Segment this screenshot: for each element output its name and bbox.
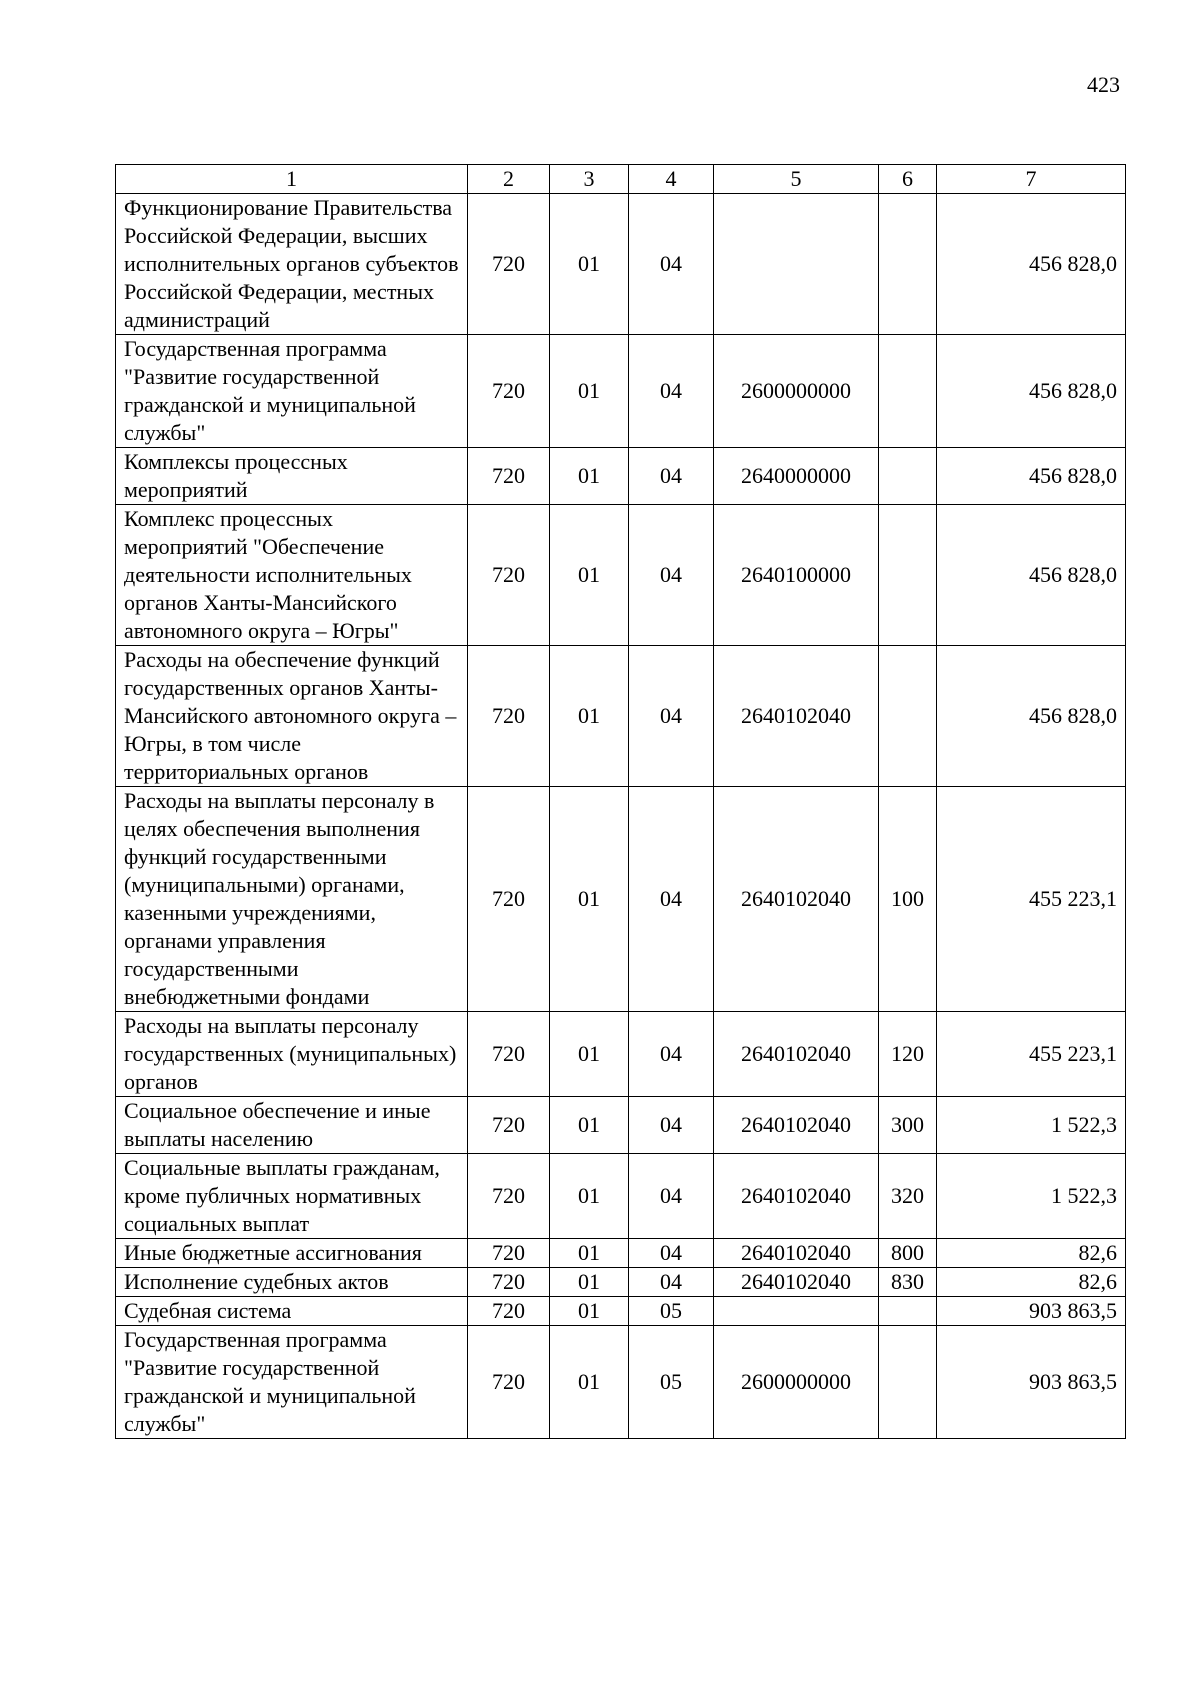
row-gr: 720: [468, 646, 550, 787]
row-csr: 2600000000: [714, 1326, 879, 1439]
row-rz: 01: [550, 194, 629, 335]
row-sum: 456 828,0: [937, 448, 1126, 505]
row-csr: 2640102040: [714, 646, 879, 787]
row-rz: 01: [550, 335, 629, 448]
row-gr: 720: [468, 1297, 550, 1326]
row-rz: 01: [550, 787, 629, 1012]
row-name: Функционирование Правительства Российской Федерации, высших исполнительных органов субъектов Российской Федерации, местных администраций: [116, 194, 468, 335]
col-header-2: 2: [468, 165, 550, 194]
row-csr: 2640102040: [714, 1097, 879, 1154]
table-row: [116, 1154, 1126, 1239]
row-sum: 82,6: [937, 1268, 1126, 1297]
row-name: Расходы на выплаты персоналу в целях обеспечения выполнения функций государственными (муниципальными) органами, казенными учреждениями, органами управления государственными внебюджетными фондами: [116, 787, 468, 1012]
table-row: [116, 646, 1126, 787]
row-sum: 903 863,5: [937, 1297, 1126, 1326]
row-gr: 720: [468, 1326, 550, 1439]
row-pr: 04: [629, 1268, 714, 1297]
row-rz: 01: [550, 1326, 629, 1439]
row-pr: 04: [629, 1154, 714, 1239]
col-header-7: 7: [937, 165, 1126, 194]
row-sum: 456 828,0: [937, 335, 1126, 448]
table-row: [116, 1268, 1126, 1297]
row-gr: 720: [468, 1154, 550, 1239]
row-vr: 100: [879, 787, 937, 1012]
row-name: Государственная программа "Развитие государственной гражданской и муниципальной службы": [116, 335, 468, 448]
row-gr: 720: [468, 505, 550, 646]
row-name: Расходы на выплаты персоналу государственных (муниципальных) органов: [116, 1012, 468, 1097]
row-sum: 456 828,0: [937, 505, 1126, 646]
table-row: [116, 1297, 1126, 1326]
row-name: Комплексы процессных мероприятий: [116, 448, 468, 505]
row-pr: 05: [629, 1297, 714, 1326]
row-vr: [879, 1326, 937, 1439]
col-header-4: 4: [629, 165, 714, 194]
row-csr: 2640100000: [714, 505, 879, 646]
row-pr: 05: [629, 1326, 714, 1439]
col-header-3: 3: [550, 165, 629, 194]
row-vr: [879, 335, 937, 448]
row-csr: 2640102040: [714, 1268, 879, 1297]
row-vr: 320: [879, 1154, 937, 1239]
row-pr: 04: [629, 194, 714, 335]
row-csr: 2640000000: [714, 448, 879, 505]
row-vr: [879, 646, 937, 787]
table-row: [116, 448, 1126, 505]
row-rz: 01: [550, 1268, 629, 1297]
row-gr: 720: [468, 448, 550, 505]
row-vr: [879, 194, 937, 335]
row-pr: 04: [629, 787, 714, 1012]
row-vr: [879, 505, 937, 646]
row-sum: 456 828,0: [937, 646, 1126, 787]
row-sum: 455 223,1: [937, 1012, 1126, 1097]
row-name: Государственная программа "Развитие государственной гражданской и муниципальной службы": [116, 1326, 468, 1439]
row-rz: 01: [550, 1154, 629, 1239]
table-row: [116, 1012, 1126, 1097]
row-sum: 1 522,3: [937, 1097, 1126, 1154]
row-rz: 01: [550, 1012, 629, 1097]
col-header-1: 1: [116, 165, 468, 194]
row-pr: 04: [629, 335, 714, 448]
row-rz: 01: [550, 1097, 629, 1154]
column-number-row: [116, 165, 1126, 194]
col-header-6: 6: [879, 165, 937, 194]
table-row: [116, 335, 1126, 448]
row-vr: 120: [879, 1012, 937, 1097]
table-row: [116, 505, 1126, 646]
row-csr: 2640102040: [714, 1154, 879, 1239]
row-rz: 01: [550, 1239, 629, 1268]
row-sum: 1 522,3: [937, 1154, 1126, 1239]
row-name: Расходы на обеспечение функций государственных органов Ханты-Мансийского автономного округа – Югры, в том числе территориальных органов: [116, 646, 468, 787]
row-csr: 2640102040: [714, 787, 879, 1012]
row-sum: 903 863,5: [937, 1326, 1126, 1439]
row-name: Социальное обеспечение и иные выплаты населению: [116, 1097, 468, 1154]
row-vr: 800: [879, 1239, 937, 1268]
row-name: Исполнение судебных актов: [116, 1268, 468, 1297]
table-row: [116, 1326, 1126, 1439]
row-vr: [879, 448, 937, 505]
table-row: [116, 787, 1126, 1012]
page-number: 423: [1087, 72, 1120, 97]
row-rz: 01: [550, 448, 629, 505]
row-csr: 2640102040: [714, 1012, 879, 1097]
table-row: [116, 194, 1126, 335]
row-name: Судебная система: [116, 1297, 468, 1326]
row-gr: 720: [468, 787, 550, 1012]
row-name: Комплекс процессных мероприятий "Обеспечение деятельности исполнительных органов Ханты-Мансийского автономного округа – Югры": [116, 505, 468, 646]
row-rz: 01: [550, 1297, 629, 1326]
row-gr: 720: [468, 1239, 550, 1268]
row-pr: 04: [629, 646, 714, 787]
row-gr: 720: [468, 1268, 550, 1297]
row-sum: 456 828,0: [937, 194, 1126, 335]
row-vr: 300: [879, 1097, 937, 1154]
row-gr: 720: [468, 335, 550, 448]
row-name: Социальные выплаты гражданам, кроме публичных нормативных социальных выплат: [116, 1154, 468, 1239]
budget-table: [115, 164, 1126, 1439]
col-header-5: 5: [714, 165, 879, 194]
row-pr: 04: [629, 1097, 714, 1154]
row-pr: 04: [629, 448, 714, 505]
row-name: Иные бюджетные ассигнования: [116, 1239, 468, 1268]
row-gr: 720: [468, 194, 550, 335]
row-csr: 2640102040: [714, 1239, 879, 1268]
row-pr: 04: [629, 1012, 714, 1097]
table-row: [116, 1097, 1126, 1154]
row-sum: 82,6: [937, 1239, 1126, 1268]
row-vr: [879, 1297, 937, 1326]
row-sum: 455 223,1: [937, 787, 1126, 1012]
row-rz: 01: [550, 646, 629, 787]
row-csr: [714, 1297, 879, 1326]
row-pr: 04: [629, 1239, 714, 1268]
row-pr: 04: [629, 505, 714, 646]
row-csr: 2600000000: [714, 335, 879, 448]
row-rz: 01: [550, 505, 629, 646]
row-vr: 830: [879, 1268, 937, 1297]
table-row: [116, 1239, 1126, 1268]
row-gr: 720: [468, 1097, 550, 1154]
row-csr: [714, 194, 879, 335]
row-gr: 720: [468, 1012, 550, 1097]
